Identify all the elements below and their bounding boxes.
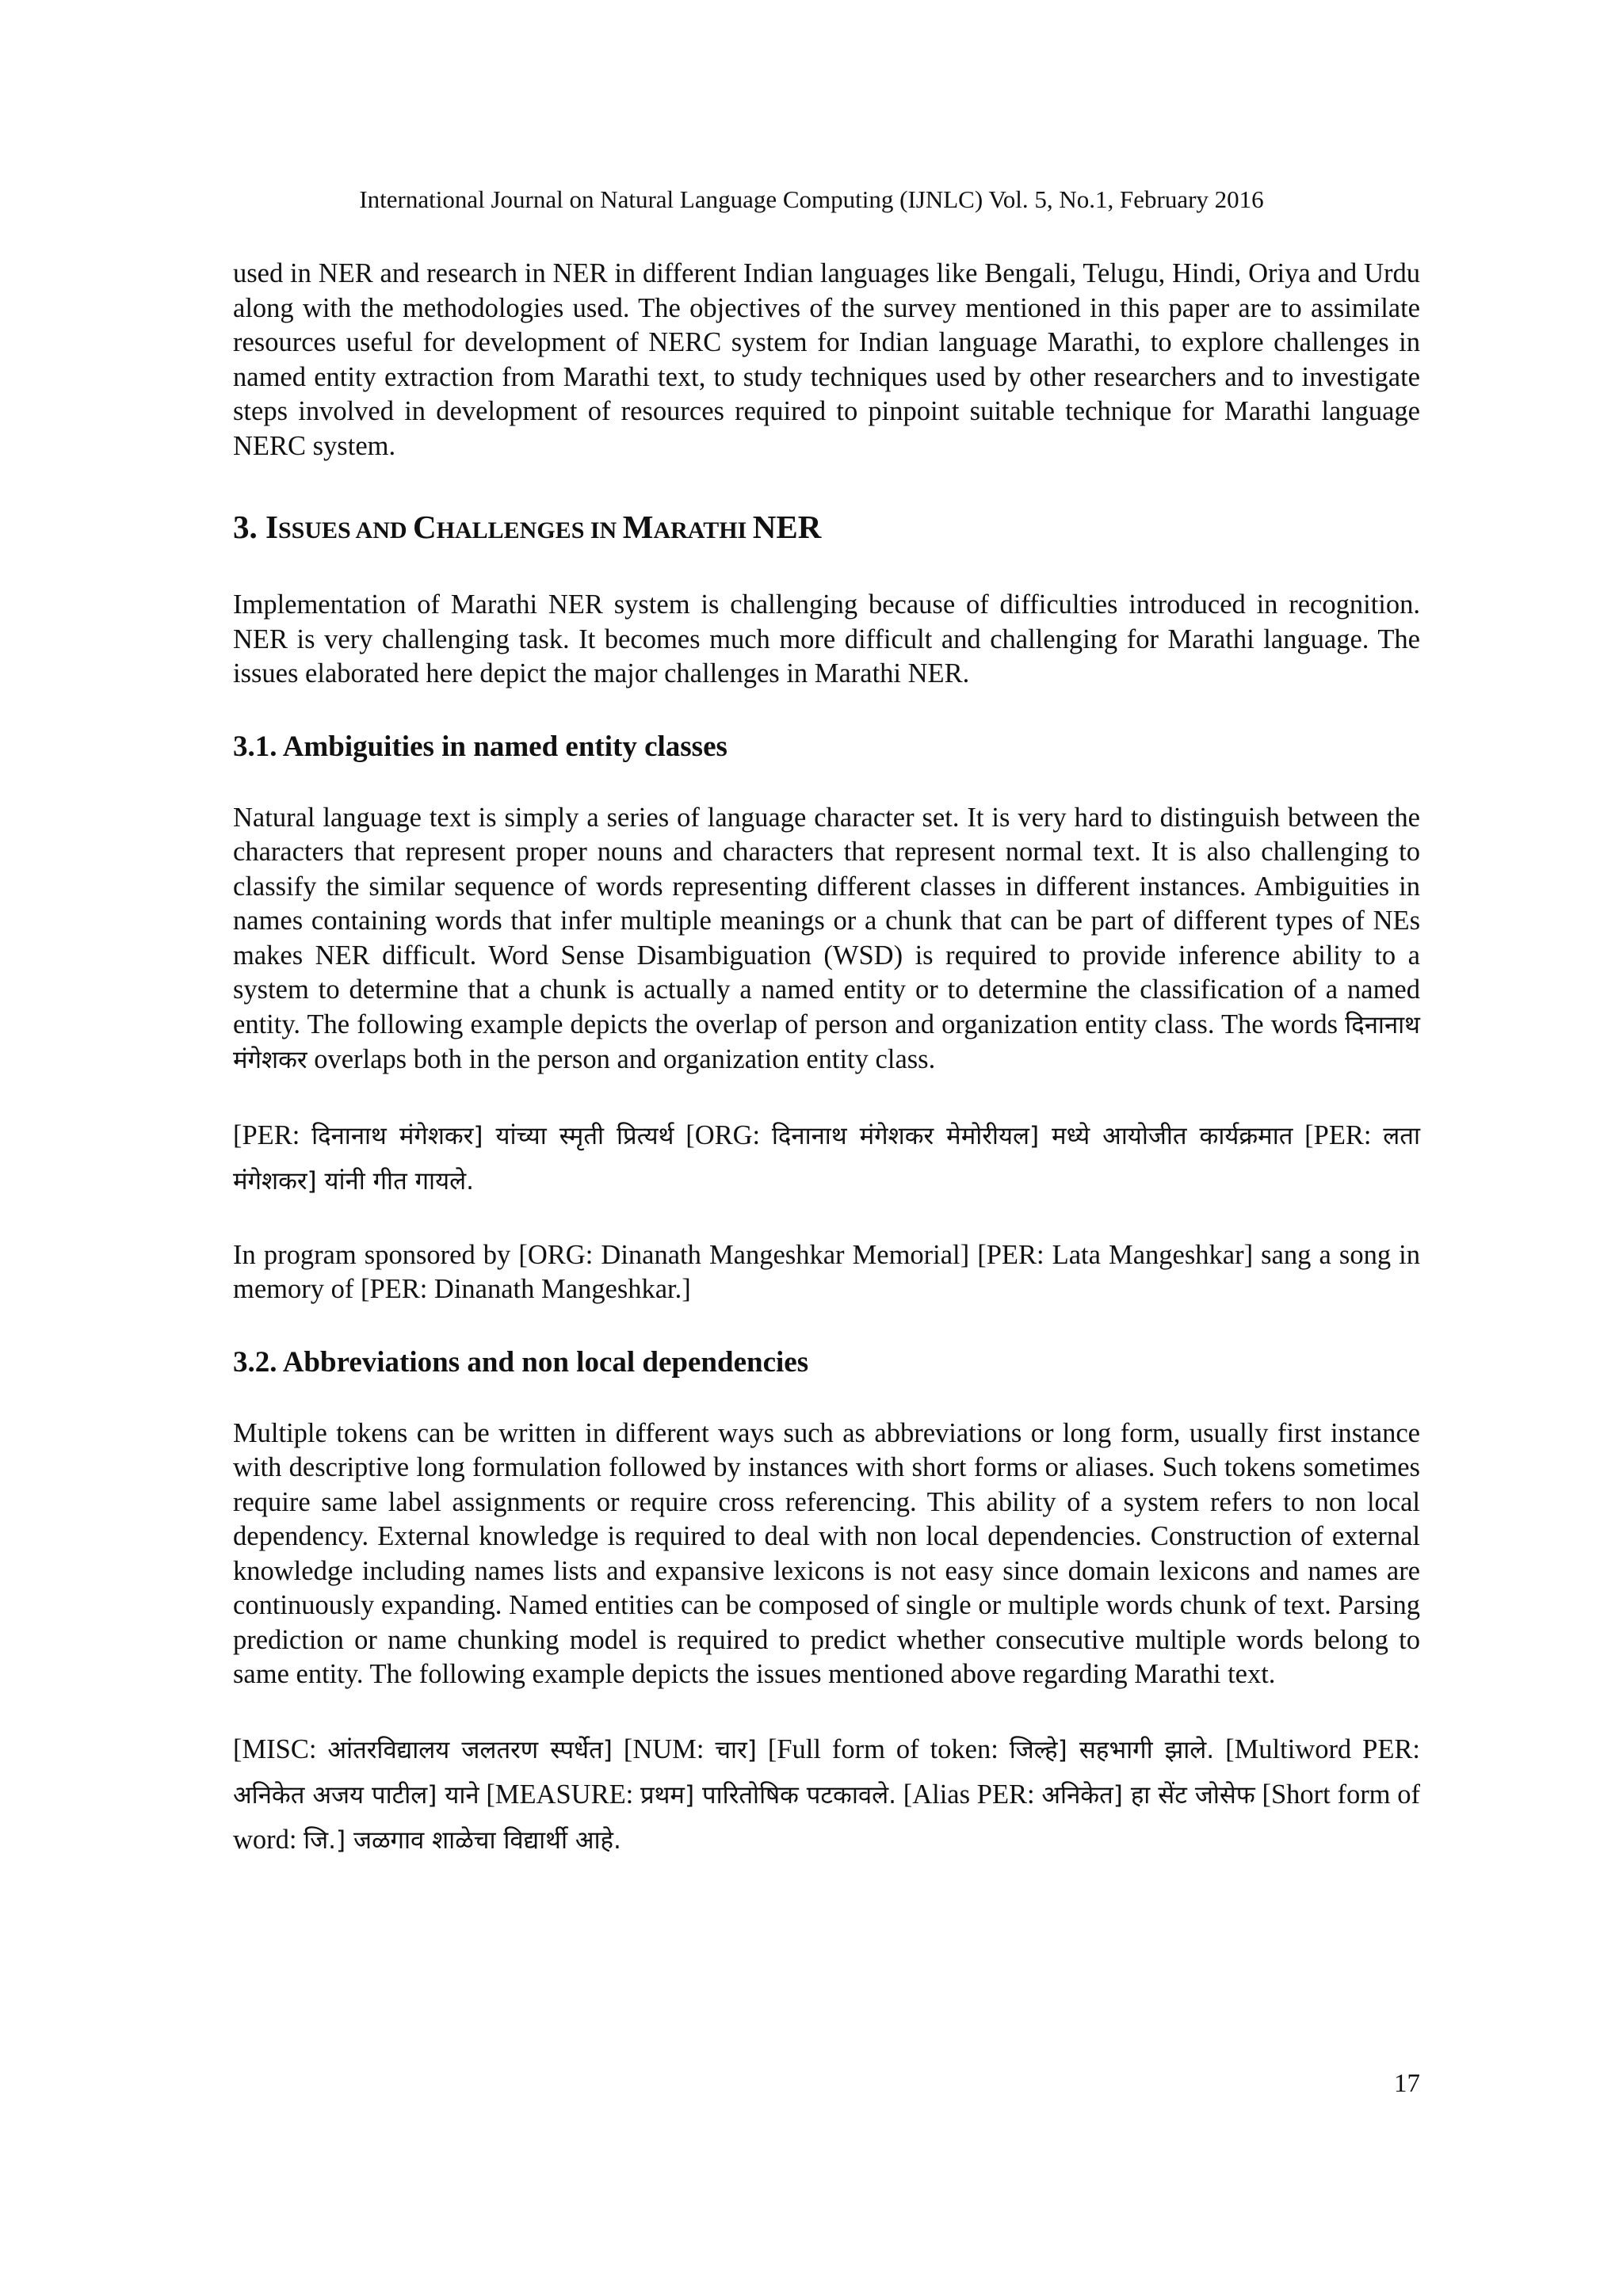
page-number: 17: [1394, 2069, 1420, 2098]
section-3-1-paragraph: [233, 801, 1420, 1078]
section-3-1-text-a: Natural language text is simply a series of language character set. It is very hard to distinguish between the characters that represent proper nouns and characters that represent normal text. It is also challenging to classify the similar sequence of words representing different classes in different instances. Ambiguities in names containing words that infer multiple meanings or a chunk that can be part of different types of NEs makes NER difficult. Word Sense Disambiguation (WSD) is required to provide inference ability to a system to determine that a chunk is actually a named entity or to determine the classification of a named entity. The following example depicts the overlap of person and organization entity class. The words: [233, 802, 1420, 1039]
example-2-tag-full-form: [Full form of token:: [756, 1733, 1010, 1764]
section-3-paragraph: Implementation of Marathi NER system is challenging because of difficulties introduced in recognition. NER is very challenging task. It becomes much more difficult and challenging for Marathi language. The issues elaborated here depict the major challenges in Marathi NER.: [233, 589, 1420, 688]
section-3-1-heading: 3.1. Ambiguities in named entity classes: [233, 730, 727, 763]
section-3-title-cap-3: M: [622, 509, 654, 545]
section-3-1-text-b: overlaps both in the person and organization entity class.: [307, 1044, 936, 1074]
example-1-tag-per-2: [PER:: [1293, 1119, 1384, 1150]
example-2-tag-misc: [MISC:: [233, 1733, 328, 1764]
example-2-tag-short-form: [Short form of word:: [233, 1779, 1420, 1855]
section-3-title-rest-1: SSUES AND: [277, 517, 414, 543]
section-3-title-acronym: NER: [752, 509, 822, 545]
example-2-marathi-f: अनिकेत] हा सेंट जोसेफ: [1041, 1780, 1255, 1810]
intro-paragraph: used in NER and research in NER in different Indian languages like Bengali, Telugu, Hindi, Oriya and Urdu along with the methodologies used. The objectives of the survey mentioned in this paper are to assimilate resources useful for development of NERC system for Indian language Marathi, to explore challenges in named entity extraction from Marathi text, to study techniques used by other researchers and to investigate steps involved in development of resources required to pinpoint suitable technique for Marathi language NERC system.: [233, 258, 1420, 461]
section-3-1-devanagari-term: दिनानाथ मंगेशकर: [233, 1010, 1420, 1074]
example-2-tag-alias-per: [Alias PER:: [896, 1779, 1042, 1810]
example-1-marathi-a: दिनानाथ मंगेशकर] यांच्या स्मृती प्रित्यर्थ: [311, 1121, 674, 1150]
example-1-marathi-b: दिनानाथ मंगेशकर मेमोरीयल] मध्ये आयोजीत कार्यक्रमात: [771, 1121, 1293, 1150]
section-3-number: 3.: [233, 509, 265, 545]
example-2-marathi-b: चार]: [715, 1735, 757, 1764]
example-1-tag-per: [PER:: [233, 1119, 312, 1150]
section-3-title-cap-2: C: [413, 509, 437, 545]
section-3-title-rest-3: ARATHI: [653, 517, 753, 543]
example-2-marathi-e: प्रथम] पारितोषिक पटकावले.: [640, 1780, 896, 1810]
marathi-example-2: [233, 1727, 1420, 1863]
example-2-marathi-c: जिल्हे] सहभागी झाले.: [1009, 1735, 1215, 1764]
section-3-title-rest-2: HALLENGES IN: [436, 517, 623, 543]
example-2-marathi-d: अनिकेत अजय पाटील] याने: [233, 1780, 479, 1810]
section-3-title-cap-1: I: [265, 509, 278, 545]
running-header: International Journal on Natural Language Computing (IJNLC) Vol. 5, No.1, February 2016: [359, 185, 1264, 213]
page-content: [233, 257, 1420, 1890]
section-3-2-heading: 3.2. Abbreviations and non local dependencies: [233, 1345, 809, 1379]
example-1-marathi-c: लता मंगेशकर] यांनी गीत गायले.: [233, 1121, 1420, 1196]
section-3-heading: [233, 506, 1420, 551]
example-1-tag-org: [ORG:: [674, 1119, 772, 1150]
example-2-marathi-a: आंतरविद्यालय जलतरण स्पर्धेत]: [327, 1735, 613, 1764]
example-2-marathi-g: जि.] जळगाव शाळेचा विद्यार्थी आहे.: [304, 1825, 621, 1855]
english-translation-example-1: In program sponsored by [ORG: Dinanath Mangeshkar Memorial] [PER: Lata Mangeshkar] sang a song in memory of [PER: Dinanath Mangeshkar.]: [233, 1239, 1420, 1304]
example-2-tag-multiword-per: [Multiword PER:: [1214, 1733, 1420, 1764]
example-2-tag-num: [NUM:: [612, 1733, 716, 1764]
example-2-tag-measure: [MEASURE:: [479, 1779, 640, 1810]
section-3-2-paragraph: Multiple tokens can be written in different ways such as abbreviations or long form, usually first instance with descriptive long formulation followed by instances with short forms or aliases. Such tokens sometimes require same label assignments or require cross referencing. This ability of a system refers to non local dependency. External knowledge is required to deal with non local dependencies. Construction of external knowledge including names lists and expansive lexicons is not easy since domain lexicons and names are continuously expanding. Named entities can be composed of single or multiple words chunk of text. Parsing prediction or name chunking model is required to predict whether consecutive multiple words belong to same entity. The following example depicts the issues mentioned above regarding Marathi text.: [233, 1417, 1420, 1689]
marathi-example-1: [233, 1113, 1420, 1203]
